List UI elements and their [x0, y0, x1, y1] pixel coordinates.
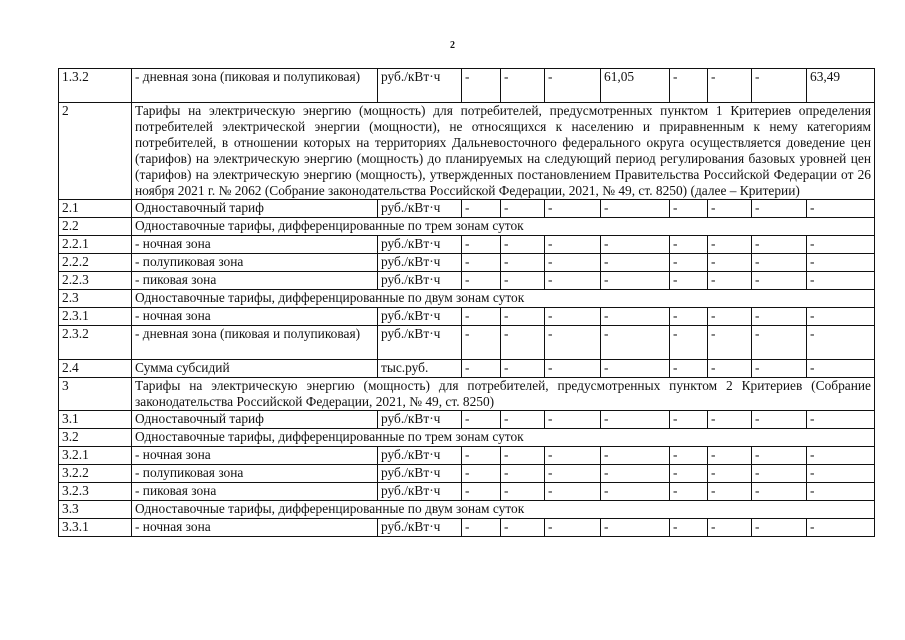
subsection-heading-cell: Одноставочные тарифы, дифференцированные по двум зонам суток [132, 501, 875, 519]
value-cell: - [601, 483, 670, 501]
value-cell: - [807, 326, 875, 360]
value-cell: - [545, 236, 601, 254]
row-name-cell: - полупиковая зона [132, 254, 378, 272]
value-cell: - [601, 236, 670, 254]
value-cell: - [545, 411, 601, 429]
value-cell: - [807, 308, 875, 326]
table-row [59, 103, 875, 200]
table-row [59, 308, 875, 326]
row-number-cell: 2.3.2 [59, 326, 132, 360]
value-cell: - [601, 465, 670, 483]
value-cell: - [462, 519, 501, 537]
unit-cell: руб./кВт·ч [378, 69, 462, 103]
value-cell: - [807, 411, 875, 429]
table-row [59, 290, 875, 308]
value-cell: - [670, 236, 708, 254]
value-cell: - [501, 272, 545, 290]
table-row [59, 254, 875, 272]
row-number-cell: 2 [59, 103, 132, 200]
value-cell: - [501, 447, 545, 465]
value-cell: - [807, 360, 875, 378]
row-number-cell: 3.2.1 [59, 447, 132, 465]
value-cell: - [462, 360, 501, 378]
value-cell: - [601, 272, 670, 290]
row-name-cell: - полупиковая зона [132, 465, 378, 483]
value-cell: - [601, 519, 670, 537]
value-cell: - [462, 447, 501, 465]
value-cell: - [601, 326, 670, 360]
value-cell: - [601, 360, 670, 378]
value-cell: - [601, 254, 670, 272]
value-cell: - [807, 447, 875, 465]
value-cell: - [462, 254, 501, 272]
value-cell: - [545, 360, 601, 378]
row-number-cell: 2.2.1 [59, 236, 132, 254]
value-cell: - [708, 360, 752, 378]
row-name-cell: - ночная зона [132, 236, 378, 254]
row-number-cell: 2.2 [59, 218, 132, 236]
table-row [59, 411, 875, 429]
unit-cell: руб./кВт·ч [378, 519, 462, 537]
value-cell: - [708, 254, 752, 272]
unit-cell: руб./кВт·ч [378, 272, 462, 290]
value-cell: - [752, 447, 807, 465]
table-row [59, 465, 875, 483]
value-cell: - [670, 360, 708, 378]
row-number-cell: 2.4 [59, 360, 132, 378]
value-cell: - [501, 326, 545, 360]
value-cell: - [545, 519, 601, 537]
value-cell: - [670, 69, 708, 103]
row-name-cell: - ночная зона [132, 519, 378, 537]
value-cell: - [670, 483, 708, 501]
value-cell: - [752, 483, 807, 501]
row-name-cell: - ночная зона [132, 447, 378, 465]
row-number-cell: 2.2.3 [59, 272, 132, 290]
value-cell: - [670, 254, 708, 272]
row-number-cell: 2.3 [59, 290, 132, 308]
value-cell: - [501, 519, 545, 537]
unit-cell: руб./кВт·ч [378, 447, 462, 465]
row-number-cell: 3.3.1 [59, 519, 132, 537]
value-cell: - [501, 200, 545, 218]
value-cell: - [501, 308, 545, 326]
value-cell: - [462, 200, 501, 218]
value-cell: - [670, 465, 708, 483]
subsection-heading-cell: Одноставочные тарифы, дифференцированные по трем зонам суток [132, 218, 875, 236]
value-cell: - [501, 69, 545, 103]
value-cell: - [708, 519, 752, 537]
value-cell: - [462, 272, 501, 290]
value-cell: - [752, 465, 807, 483]
row-name-cell: Одноставочный тариф [132, 200, 378, 218]
row-number-cell: 3.3 [59, 501, 132, 519]
value-cell: - [462, 326, 501, 360]
value-cell: - [807, 519, 875, 537]
value-cell: - [708, 200, 752, 218]
value-cell: - [545, 308, 601, 326]
value-cell: - [670, 447, 708, 465]
value-cell: - [752, 200, 807, 218]
value-cell: - [708, 236, 752, 254]
value-cell: 63,49 [807, 69, 875, 103]
value-cell: - [501, 236, 545, 254]
table-row [59, 326, 875, 360]
value-cell: - [601, 447, 670, 465]
value-cell: - [462, 465, 501, 483]
value-cell: - [501, 411, 545, 429]
unit-cell: тыс.руб. [378, 360, 462, 378]
value-cell: - [807, 254, 875, 272]
page-number: 2 [450, 40, 455, 51]
row-name-cell: Одноставочный тариф [132, 411, 378, 429]
value-cell: - [545, 254, 601, 272]
value-cell: - [462, 236, 501, 254]
value-cell: - [752, 308, 807, 326]
value-cell: - [670, 326, 708, 360]
unit-cell: руб./кВт·ч [378, 200, 462, 218]
value-cell: - [545, 272, 601, 290]
value-cell: - [670, 411, 708, 429]
unit-cell: руб./кВт·ч [378, 308, 462, 326]
value-cell: - [462, 483, 501, 501]
value-cell: - [462, 411, 501, 429]
value-cell: - [708, 465, 752, 483]
value-cell: - [501, 360, 545, 378]
unit-cell: руб./кВт·ч [378, 465, 462, 483]
row-name-cell: - ночная зона [132, 308, 378, 326]
row-number-cell: 2.2.2 [59, 254, 132, 272]
row-name-cell: Сумма субсидий [132, 360, 378, 378]
unit-cell: руб./кВт·ч [378, 326, 462, 360]
row-number-cell: 2.3.1 [59, 308, 132, 326]
value-cell: - [807, 483, 875, 501]
unit-cell: руб./кВт·ч [378, 236, 462, 254]
value-cell: - [708, 69, 752, 103]
value-cell: - [545, 447, 601, 465]
table-row [59, 69, 875, 103]
tariff-table [58, 68, 875, 537]
value-cell: - [752, 272, 807, 290]
row-number-cell: 1.3.2 [59, 69, 132, 103]
value-cell: - [670, 272, 708, 290]
value-cell: - [807, 236, 875, 254]
table-row [59, 200, 875, 218]
value-cell: - [708, 326, 752, 360]
value-cell: - [807, 272, 875, 290]
table-row [59, 272, 875, 290]
subsection-heading-cell: Одноставочные тарифы, дифференцированные по трем зонам суток [132, 429, 875, 447]
value-cell: - [545, 69, 601, 103]
value-cell: - [670, 519, 708, 537]
value-cell: - [708, 308, 752, 326]
unit-cell: руб./кВт·ч [378, 483, 462, 501]
value-cell: - [752, 360, 807, 378]
section-heading-cell: Тарифы на электрическую энергию (мощность) для потребителей, предусмотренных пунктом 2 Критериев (Собрание законодательства Российской Федерации, 2021, № 49, ст. 8250) [132, 378, 875, 411]
value-cell: - [708, 272, 752, 290]
row-number-cell: 3 [59, 378, 132, 411]
row-name-cell: - пиковая зона [132, 272, 378, 290]
value-cell: - [501, 254, 545, 272]
value-cell: - [670, 200, 708, 218]
value-cell: - [501, 465, 545, 483]
section-heading-cell: Тарифы на электрическую энергию (мощность) для потребителей, предусмотренных пунктом 1 Критериев определения потребителей электрической энергии (мощности), не относящихся к населению и приравненным к нему категориям потребителей, в отношении которых на территориях Дальневосточного федерального округа осуществляется доведение цен (тарифов) на электрическую энергию (мощность) до планируемых на следующий период регулирования базовых уровней цен (тарифов) на электрическую энергию (мощность), утвержденных постановлением Правительства Российской Федерации от 26 ноября 2021 г. № 2062 (Собрание законодательства Российской Федерации, 2021, № 49, ст. 8250) (далее – Критерии) [132, 103, 875, 200]
tariff-table-body [59, 69, 875, 537]
table-row [59, 483, 875, 501]
unit-cell: руб./кВт·ч [378, 411, 462, 429]
row-number-cell: 3.2.3 [59, 483, 132, 501]
value-cell: - [752, 254, 807, 272]
value-cell: - [601, 200, 670, 218]
row-number-cell: 2.1 [59, 200, 132, 218]
value-cell: - [501, 483, 545, 501]
table-row [59, 236, 875, 254]
value-cell: - [708, 447, 752, 465]
value-cell: - [670, 308, 708, 326]
value-cell: - [752, 69, 807, 103]
row-number-cell: 3.1 [59, 411, 132, 429]
value-cell: - [462, 308, 501, 326]
table-row [59, 519, 875, 537]
value-cell: - [545, 326, 601, 360]
value-cell: - [752, 519, 807, 537]
table-row [59, 218, 875, 236]
unit-cell: руб./кВт·ч [378, 254, 462, 272]
value-cell: - [807, 200, 875, 218]
table-row [59, 447, 875, 465]
value-cell: - [807, 465, 875, 483]
table-row [59, 429, 875, 447]
value-cell: - [545, 200, 601, 218]
value-cell: - [601, 411, 670, 429]
subsection-heading-cell: Одноставочные тарифы, дифференцированные по двум зонам суток [132, 290, 875, 308]
value-cell: 61,05 [601, 69, 670, 103]
table-row [59, 378, 875, 411]
value-cell: - [462, 69, 501, 103]
row-number-cell: 3.2.2 [59, 465, 132, 483]
value-cell: - [708, 483, 752, 501]
value-cell: - [708, 411, 752, 429]
value-cell: - [752, 411, 807, 429]
value-cell: - [601, 308, 670, 326]
row-name-cell: - дневная зона (пиковая и полупиковая) [132, 326, 378, 360]
row-name-cell: - дневная зона (пиковая и полупиковая) [132, 69, 378, 103]
row-number-cell: 3.2 [59, 429, 132, 447]
table-row [59, 501, 875, 519]
table-row [59, 360, 875, 378]
value-cell: - [545, 465, 601, 483]
value-cell: - [545, 483, 601, 501]
row-name-cell: - пиковая зона [132, 483, 378, 501]
value-cell: - [752, 236, 807, 254]
value-cell: - [752, 326, 807, 360]
